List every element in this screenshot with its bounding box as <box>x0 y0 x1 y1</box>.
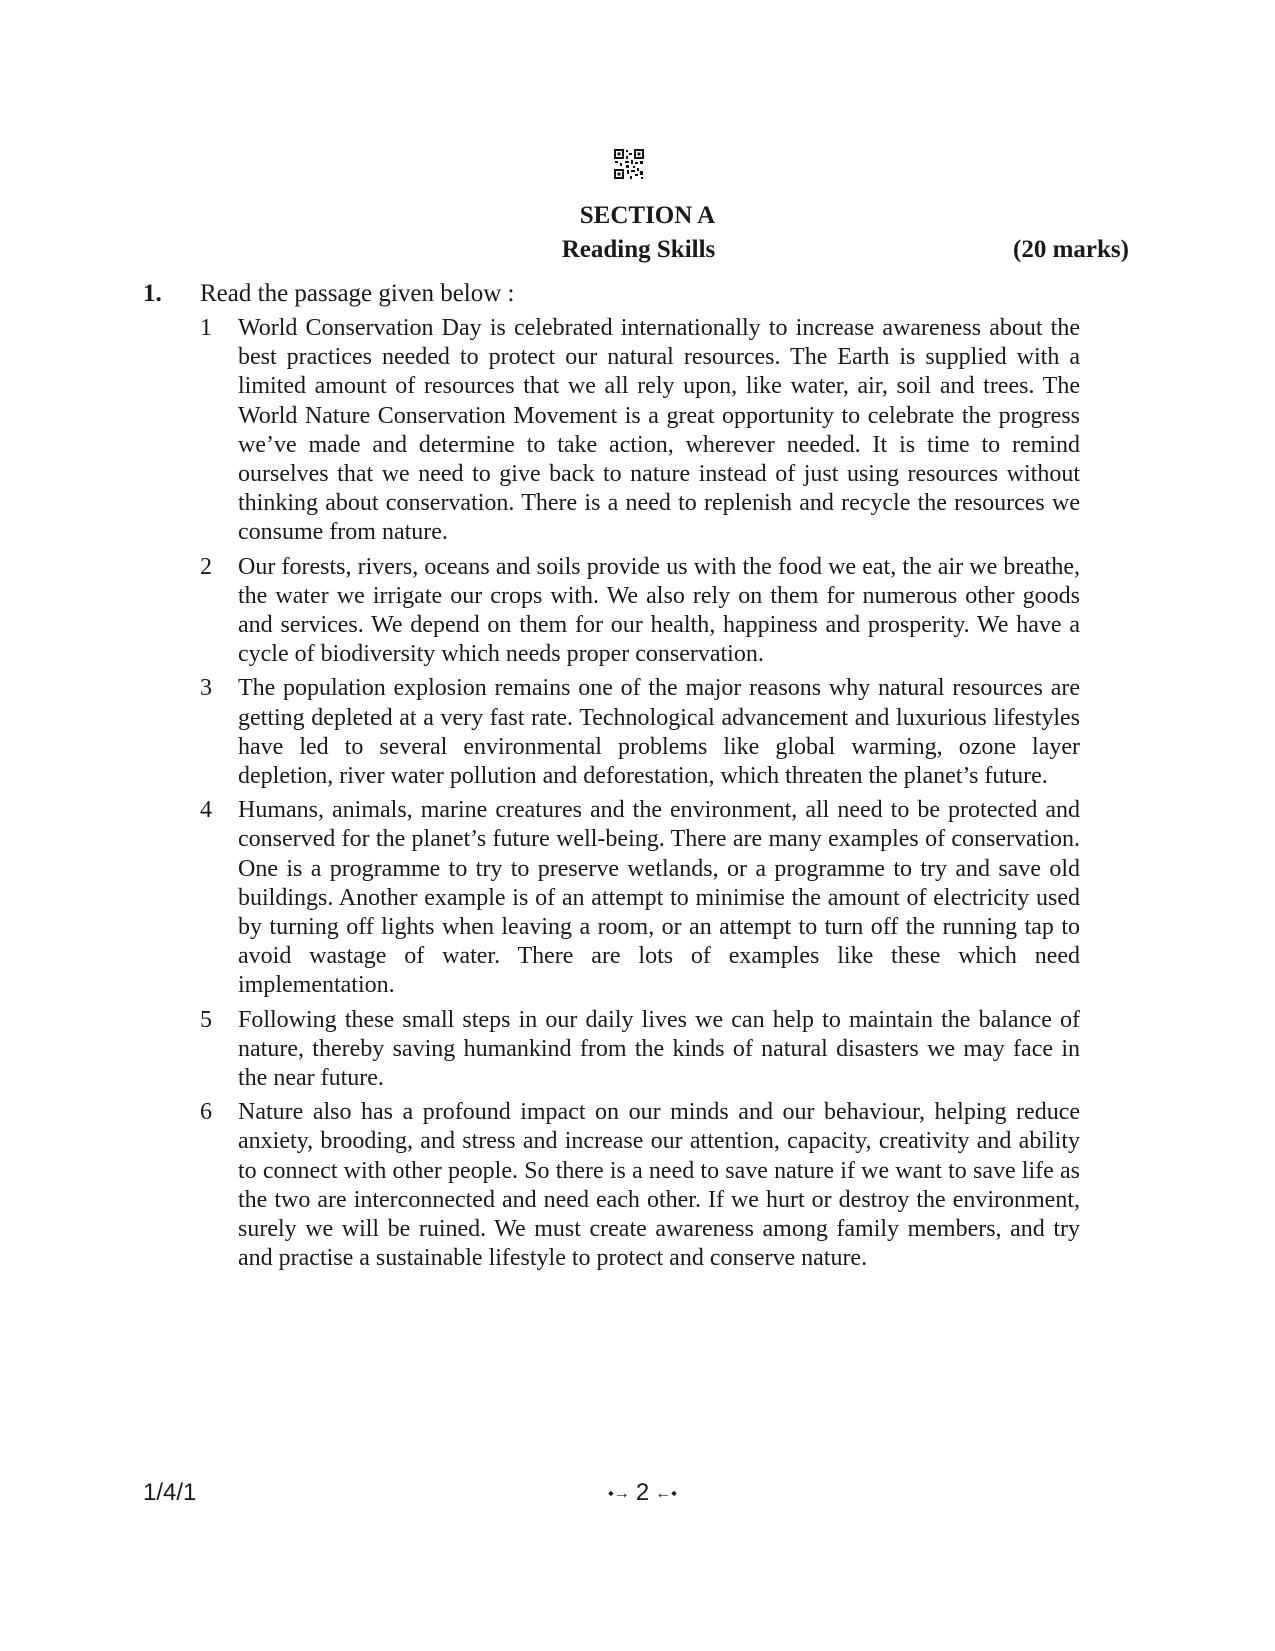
paragraph-number: 1 <box>200 315 212 341</box>
qr-code-icon <box>613 148 645 180</box>
paragraph-text: Following these small steps in our daily lives we can help to maintain the balance of nature, thereby saving humankind from the kinds of natural disasters we may face in the near future. <box>238 1006 1080 1092</box>
passage-paragraph <box>200 1098 1080 1273</box>
section-subtitle: Reading Skills <box>561 236 716 263</box>
question-number: 1. <box>143 280 162 307</box>
question-prompt: Read the passage given below : <box>200 280 515 307</box>
passage-paragraph <box>200 796 1080 1000</box>
ornament-diamond-icon: ⬩→ <box>608 1484 630 1502</box>
section-title: SECTION A <box>579 202 716 229</box>
paragraph-number: 2 <box>200 553 212 580</box>
paragraph-text: Humans, animals, marine creatures and the environment, all need to be protected and conserved for the planet’s future well-being. There are many examples of conservation. One is a programme to try to preserve wetlands, or a programme to try and save old buildings. Another example is of an attempt to minimise the amount of electricity used by turning off lights when leaving a room, or an attempt to turn off the running tap to avoid wastage of water. There are lots of examples like these which need implementation. <box>238 797 1080 999</box>
paragraph-number: 5 <box>200 1006 212 1033</box>
page-number: 2 <box>635 1479 650 1506</box>
paragraph-text: Our forests, rivers, oceans and soils provide us with the food we eat, the air we breathe, the water we irrigate our crops with. We also rely on them for numerous other goods and services. We depend on them for our health, happiness and prosperity. We have a cycle of biodiversity which needs proper conservation. <box>238 553 1080 668</box>
paragraph-text: The population explosion remains one of the major reasons why natural resources are getting depleted at a very fast rate. Technological advancement and luxurious lifestyles have led to several environmental problems like global warming, ozone layer depletion, river water pollution and deforestation, which threaten the planet’s future. <box>238 675 1080 790</box>
passage-paragraph <box>200 674 1080 791</box>
paragraph-number: 6 <box>200 1099 212 1126</box>
ornament-diamond-icon: ←⬩ <box>655 1484 677 1502</box>
paragraph-number: 3 <box>200 675 212 702</box>
paragraph-text: World Conservation Day is celebrated internationally to increase awareness about the best practices needed to protect our natural resources. The Earth is supplied with a limited amount of resources that we all rely upon, like water, air, soil and trees. The World Nature Conservation Movement is a great opportunity to celebrate the progress we’ve made and determine to take action, wherever needed. It is time to remind ourselves that we need to give back to nature instead of just using resources without thinking about conservation. There is a need to replenish and recycle the resources we consume from nature. <box>238 315 1080 546</box>
paragraph-text: Nature also has a profound impact on our minds and our behaviour, helping reduce anxiety, brooding, and stress and increase our attention, capacity, creativity and ability to connect with other people. So there is a need to save nature if we want to save life as the two are interconnected and need each other. If we hurt or destroy the environment, surely we will be ruined. We must create awareness among family members, and try and practise a sustainable lifestyle to protect and conserve nature. <box>238 1099 1080 1272</box>
section-marks: (20 marks) <box>1013 236 1129 263</box>
passage-paragraph <box>200 553 1080 670</box>
paragraph-number: 4 <box>200 797 212 824</box>
reading-passage <box>200 314 1080 1279</box>
passage-paragraph <box>200 1006 1080 1094</box>
page-number-block <box>0 1478 1275 1509</box>
passage-paragraph <box>200 314 1080 548</box>
paper-code: 1/4/1 <box>143 1479 197 1506</box>
